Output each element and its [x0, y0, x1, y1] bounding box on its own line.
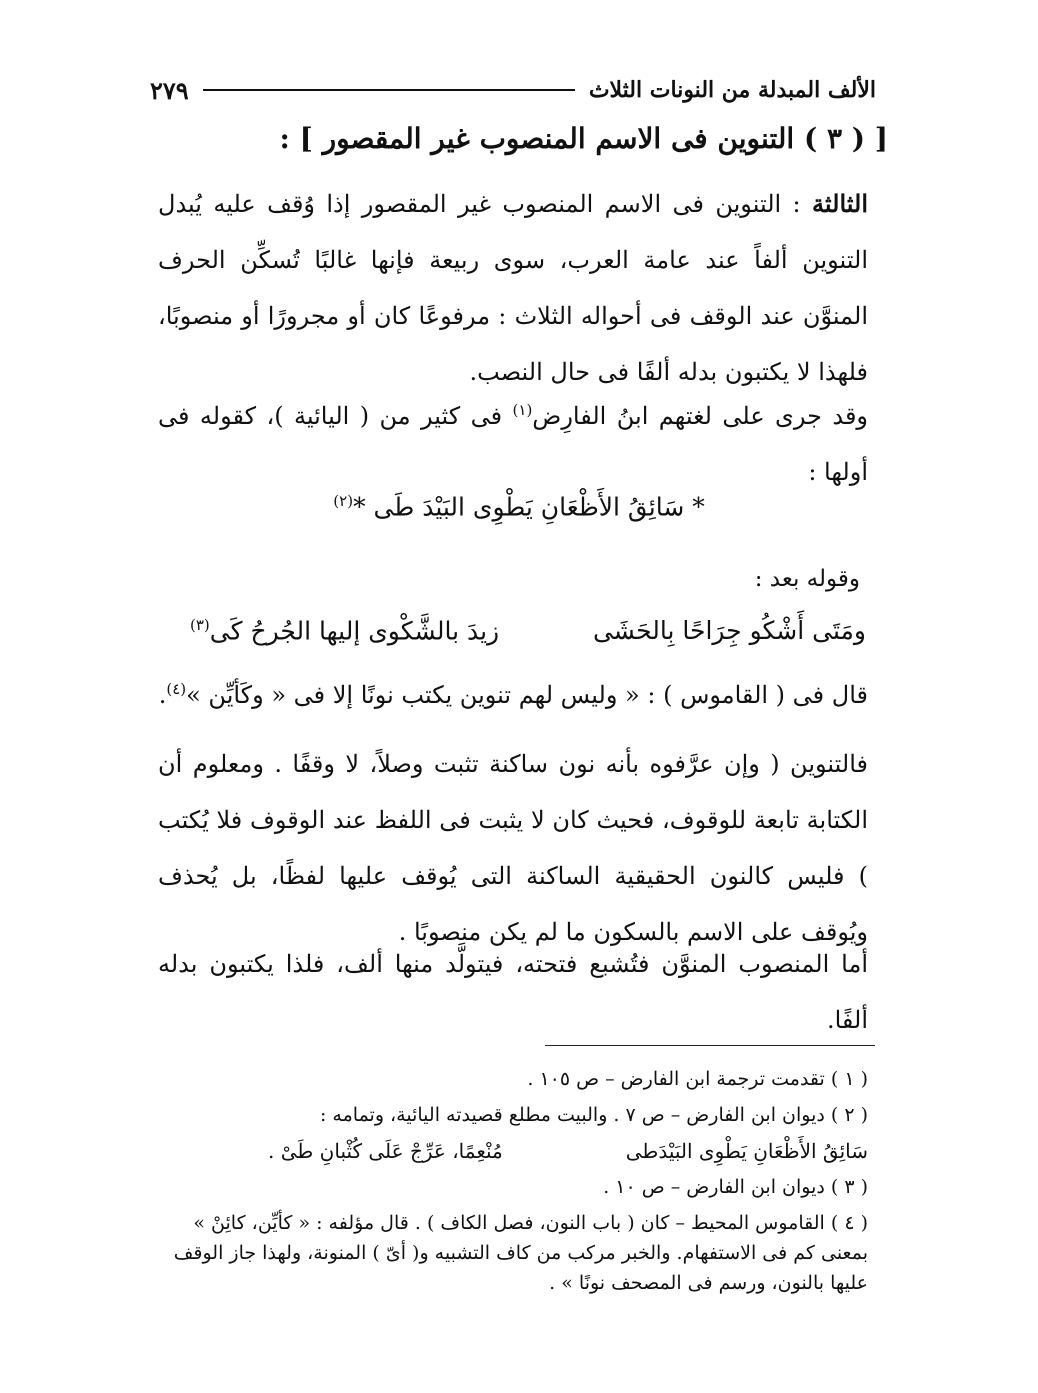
footnote-verse-second: مُنْعِمًا، عَرِّجْ عَلَى كُثْبانِ طَىْ .	[268, 1139, 503, 1163]
paragraph-ibn-farid	[158, 388, 868, 500]
paragraph-tanween-writing	[158, 736, 868, 960]
verse-intro: وقوله بعد :	[754, 566, 860, 592]
footnote-ref-2: (٢)	[333, 492, 354, 510]
section-heading: [ ( ٣ ) التنوين فى الاسم المنصوب غير المقصور ] :	[279, 122, 888, 155]
footnote-2: ( ٢ ) ديوان ابن الفارض – ص ٧ . والبيت مطلع قصيدته اليائية، وتمامه :	[319, 1104, 868, 1126]
footnote-2-verse	[158, 1136, 868, 1166]
paragraph-text: فى كثير من ( اليائية )، كقوله فى أولها :	[158, 402, 868, 486]
paragraph-third-case	[158, 176, 868, 400]
footnote-4: ( ٤ ) القاموس المحيط – كان ( باب النون، فصل الكاف ) . قال مؤلفه : « كأيِّن، كائِنْ » بمعنى كم فى الاستفهام. والخبر مركب من كاف التشبيه و( أىّ ) المنونة، ولهذا جاز الوقف عليها بالنون، ورسم فى المصحف نونًا » .	[173, 1212, 868, 1294]
verse-hemistich-first: ومَتَى أَشْكُو جِرَاحًا بِالحَشَى	[592, 616, 866, 645]
verse-line	[160, 492, 878, 521]
footnote-ref-3: (٣)	[190, 616, 210, 634]
footnote-ref-4: (٤)	[166, 680, 187, 698]
running-title: الألف المبدلة من النونات الثلاث	[588, 77, 876, 103]
paragraph-text: وقد جرى على لغتهم ابنُ الفارِض	[532, 402, 869, 430]
paragraph-text: فالتنوين ( وإن عرَّفوه بأنه نون ساكنة تثبت وصلاً، لا وقفًا . ومعلوم أن الكتابة تابعة للوقوف، فحيث كان لا يثبت فى اللفظ عند الوقوف فلا يُكتب ) فليس كالنون الحقيقية الساكنة التى يُوقف عليها لفظًا، بل يُحذف ويُوقف على الاسم بالسكون ما لم يكن منصوبًا .	[158, 750, 868, 946]
paragraph-text: : التنوين فى الاسم المنصوب غير المقصور إذا وُقف عليه يُبدل التنوين ألفاً عند عامة العرب، سوى ربيعة فإنها غالبًا تُسكِّن الحرف المنوَّن عند الوقف فى أحواله الثلاث : مرفوعًا كان أو مجرورًا أو منصوبًا، فلهذا لا يكتبون بدله ألفًا فى حال النصب.	[158, 190, 868, 386]
running-header	[150, 72, 876, 108]
quote-text: قال فى ( القاموس ) : « وليس لهم تنوين يكتب نونًا إلا فى « وكَأيِّن »	[186, 681, 868, 709]
footnote-separator	[545, 1045, 875, 1046]
verse-text: * سَائِقُ الأَظْعَانِ يَطْوِى البَيْدَ طَى *	[353, 492, 705, 522]
footnote-verse-first: سَائِقُ الأَظْعَانِ يَطْوِى البَيْدَطى	[625, 1139, 868, 1163]
page-number: ٢٧٩	[150, 75, 189, 105]
verse-hemistich-second: زيدَ بالشَّكْوى إليها الجُرحُ كَى$^{(٣)}$	[190, 616, 500, 646]
footnote-3: ( ٣ ) ديوان ابن الفارض – ص ١٠ .	[603, 1176, 868, 1198]
paragraph-mansub	[158, 936, 868, 1048]
footnote-1: ( ١ ) تقدمت ترجمة ابن الفارض – ص ١٠٥ .	[527, 1068, 868, 1090]
verse-couplet	[190, 616, 866, 645]
header-rule	[203, 89, 575, 91]
footnotes	[158, 1064, 868, 1304]
paragraph-text: أما المنصوب المنوَّن فتُشبع فتحته، فيتولَّد منها ألف، فلذا يكتبون بدله ألفًا.	[158, 950, 868, 1034]
qamus-quote: قال فى ( القاموس ) : « وليس لهم تنوين يكتب نونًا إلا فى « وكَأيِّن »$^{(٤)}$.	[158, 680, 868, 709]
paragraph-lead-word: الثالثة	[812, 189, 868, 218]
footnote-ref-1: (١)	[512, 401, 533, 419]
